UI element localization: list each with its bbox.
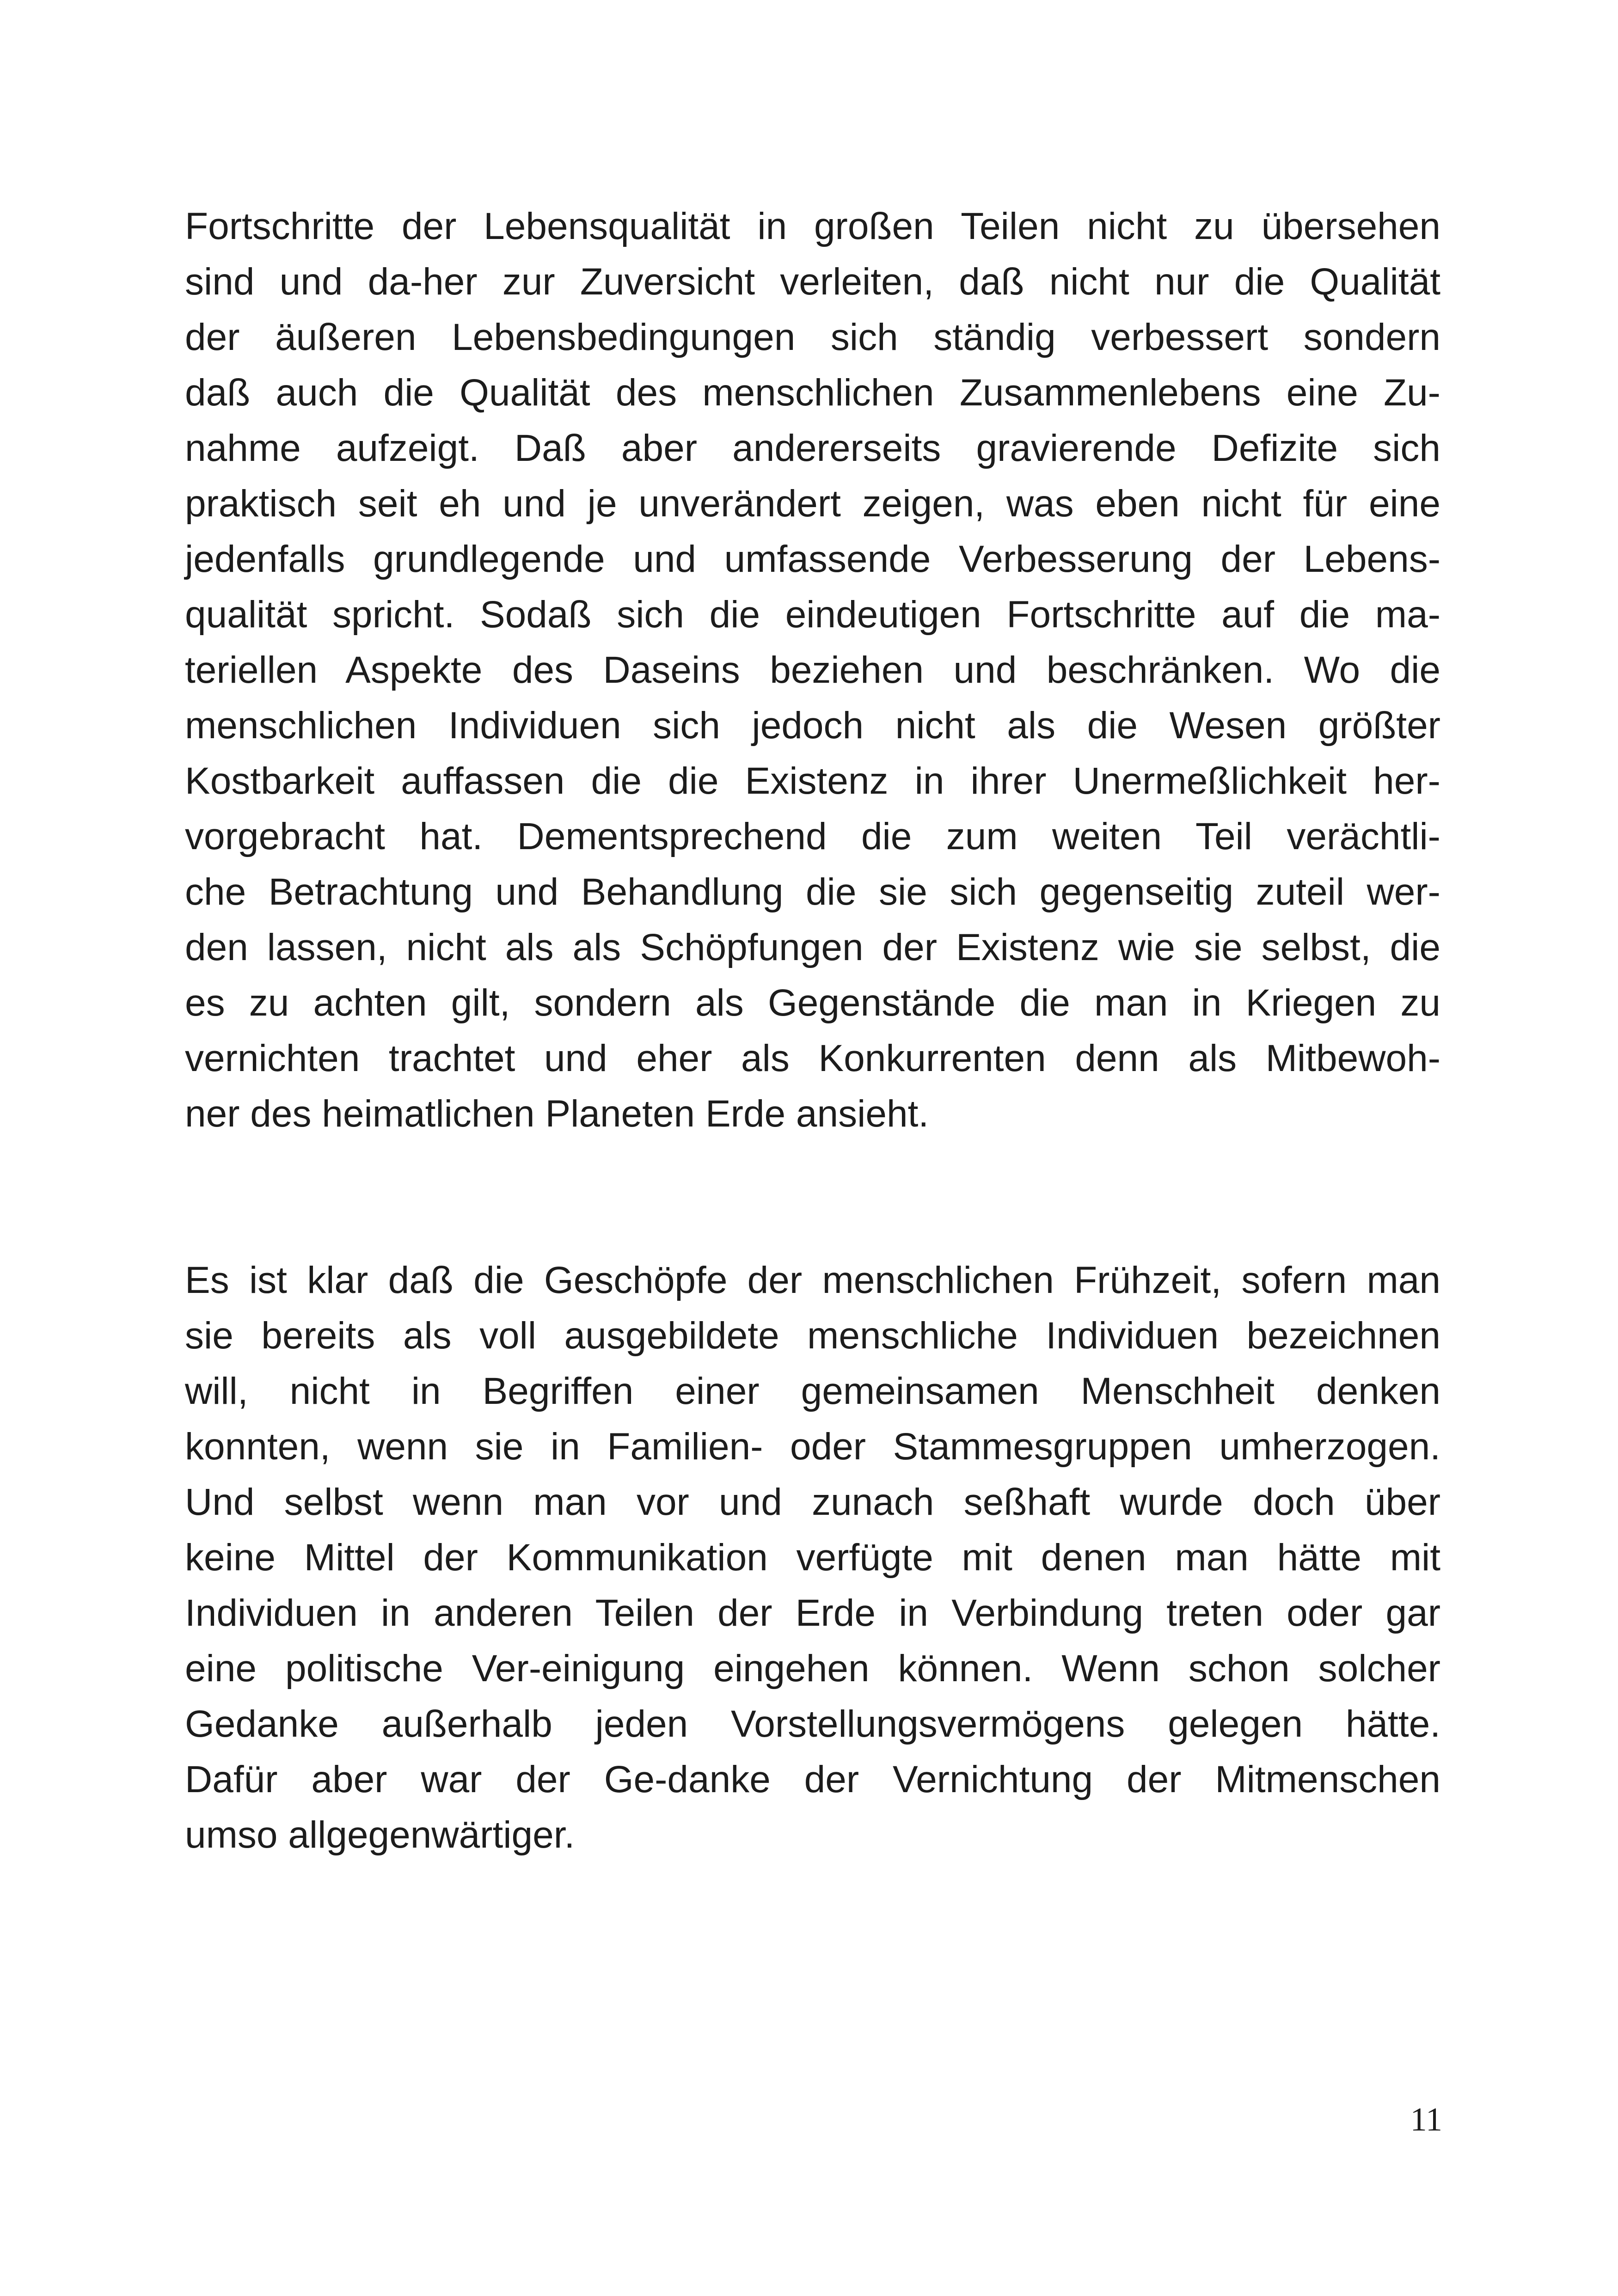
paragraph-line: sind und da-her zur Zuversicht verleiten, daß nicht nur die Qualität [185, 261, 1440, 303]
paragraph-line: Gedanke außerhalb jeden Vorstellungsvermögens gelegen hätte. [185, 1703, 1440, 1745]
paragraph-line: Individuen in anderen Teilen der Erde in Verbindung treten oder gar [185, 1592, 1440, 1634]
paragraph-line: keine Mittel der Kommunikation verfügte mit denen man hätte mit [185, 1537, 1440, 1579]
page-number: 11 [1410, 2101, 1442, 2138]
paragraph-line: Kostbarkeit auffassen die die Existenz in ihrer Unermeßlichkeit her- [185, 760, 1440, 802]
paragraph-line: der äußeren Lebensbedingungen sich ständig verbessert sondern [185, 316, 1440, 358]
paragraph-line: jedenfalls grundlegende und umfassende Verbesserung der Lebens- [185, 538, 1440, 580]
paragraph-line: ner des heimatlichen Planeten Erde ansieht. [185, 1093, 929, 1135]
paragraph-line: teriellen Aspekte des Daseins beziehen und beschränken. Wo die [185, 649, 1440, 691]
paragraph-line: es zu achten gilt, sondern als Gegenstände die man in Kriegen zu [185, 982, 1440, 1024]
paragraph-line: eine politische Ver-einigung eingehen können. Wenn schon solcher [185, 1647, 1440, 1690]
paragraph-line: che Betrachtung und Behandlung die sie sich gegenseitig zuteil wer- [185, 871, 1440, 913]
paragraph-line: Es ist klar daß die Geschöpfe der menschlichen Frühzeit, sofern man [185, 1259, 1440, 1301]
paragraph-line: vorgebracht hat. Dementsprechend die zum weiten Teil verächtli- [185, 815, 1440, 857]
paragraph-line: Fortschritte der Lebensqualität in großen Teilen nicht zu übersehen [185, 205, 1440, 247]
paragraph-line: will, nicht in Begriffen einer gemeinsamen Menschheit denken [185, 1370, 1440, 1412]
paragraph-line: Und selbst wenn man vor und zunach seßhaft wurde doch über [185, 1481, 1440, 1523]
paragraph-line: Dafür aber war der Ge-danke der Vernichtung der Mitmenschen [185, 1758, 1440, 1800]
paragraph-line: sie bereits als voll ausgebildete menschliche Individuen bezeichnen [185, 1315, 1440, 1357]
paragraph-line: vernichten trachtet und eher als Konkurrenten denn als Mitbewoh- [185, 1037, 1440, 1079]
paragraph-line: daß auch die Qualität des menschlichen Zusammenlebens eine Zu- [185, 372, 1440, 414]
paragraph-line: konnten, wenn sie in Familien- oder Stammesgruppen umherzogen. [185, 1426, 1440, 1468]
paragraph-line: qualität spricht. Sodaß sich die eindeutigen Fortschritte auf die ma- [185, 594, 1440, 636]
paragraph-line: den lassen, nicht als als Schöpfungen der Existenz wie sie selbst, die [185, 926, 1440, 968]
paragraph-line: menschlichen Individuen sich jedoch nicht als die Wesen größter [185, 704, 1440, 747]
paragraph-line: umso allgegenwärtiger. [185, 1814, 575, 1856]
paragraph-line: nahme aufzeigt. Daß aber andererseits gravierende Defizite sich [185, 427, 1440, 469]
paragraph-line: praktisch seit eh und je unverändert zeigen, was eben nicht für eine [185, 483, 1440, 525]
